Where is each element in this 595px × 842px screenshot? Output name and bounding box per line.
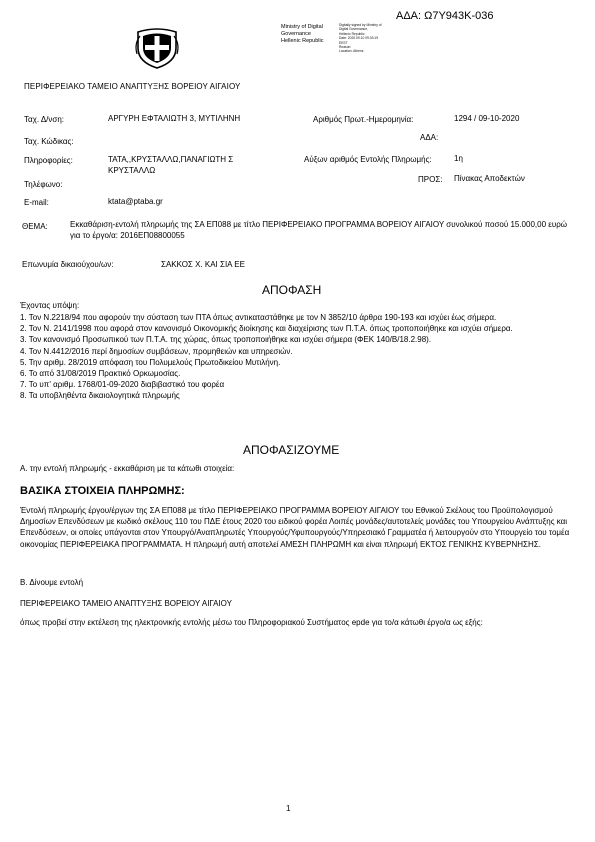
list-item: 1. Τον Ν.2218/94 που αφορούν την σύσταση των ΠΤΑ όπως αντικαταστάθηκε με τον Ν 3852/10 άρθρα 190-193 και ισχύει έως σήμερα.: [20, 313, 497, 322]
organization-line: ΠΕΡΙΦΕΡΕΙΑΚΟ ΤΑΜΕΙΟ ΑΝΑΠΤΥΞΗΣ ΒΟΡΕΙΟΥ ΑΙΓΑΙΟΥ: [20, 599, 232, 608]
ministry-line: Governance: [281, 30, 311, 37]
subject-text: Εκκαθάριση-εντολή πληρωμής της ΣΑ ΕΠ088 με τίτλο ΠΕΡΙΦΕΡΕΙΑΚΟ ΠΡΟΓΡΑΜΜΑ ΒΟΡΕΙΟΥ ΑΙΓΑΙΟΥ συνολικού ποσού 15.000,00 ευρώ για το έργο/α: 2016ΕΠ08800055: [70, 220, 567, 241]
ada-code: ΑΔΑ: Ω7Υ943Κ-036: [396, 10, 494, 22]
signature-line: Digital Governance,: [339, 27, 368, 32]
recipient-value: Πίνακας Αποδεκτών: [454, 174, 525, 183]
page-number: 1: [286, 804, 291, 813]
signature-line: Date: 2020.09.10 09:33:19: [339, 36, 379, 41]
decision-heading: ΑΠΟΦΑΣΗ: [262, 283, 322, 297]
protocol-label: Αριθμός Πρωτ.-Ημερομηνία:: [313, 115, 414, 124]
subject-label: ΘΕΜΑ:: [22, 222, 48, 231]
order-number-value: 1η: [454, 154, 463, 163]
signature-line: Digitally signed by Ministry of: [339, 23, 382, 27]
coat-of-arms-icon: [134, 24, 180, 70]
list-item: 7. Το υπ' αριθμ. 1768/01-09-2020 διαβιβαστικό του φορέα: [20, 380, 225, 390]
list-item: 6. Το από 31/08/2019 Πρακτικό Ορκωμοσίας.: [20, 369, 181, 379]
basic-details-heading: ΒΑΣΙΚΑ ΣΤΟΙΧΕΙΑ ΠΛΗΡΩΜΗΣ:: [20, 485, 185, 497]
beneficiary-label: Επωνυμία δικαιούχου/ων:: [22, 260, 114, 269]
decide-intro: Α. την εντολή πληρωμής - εκκαθάριση με τα κάτωθι στοιχεία:: [20, 464, 235, 473]
email-label: E-mail:: [24, 198, 49, 207]
list-item: 8. Τα υποβληθέντα δικαιολογητικά πληρωμής: [20, 391, 180, 401]
organization-title: ΠΕΡΙΦΕΡΕΙΑΚΟ ΤΑΜΕΙΟ ΑΝΑΠΤΥΞΗΣ ΒΟΡΕΙΟΥ ΑΙΓΑΙΟΥ: [24, 82, 241, 91]
signature-line: Location: Athens: [339, 49, 364, 54]
address-value: ΑΡΓΥΡΗ ΕΦΤΑΛΙΩΤΗ 3, ΜΥΤΙΛΗΝΗ: [108, 114, 241, 123]
signature-line: Reason:: [339, 45, 352, 50]
considerations-list: [20, 312, 580, 402]
beneficiary-value: ΣΑΚΚΟΣ Χ. ΚΑΙ ΣΙΑ ΕΕ: [161, 260, 245, 269]
order-line: Β. Δίνουμε εντολή: [20, 578, 84, 587]
signature-line: Hellenic Republic: [339, 31, 365, 36]
email-value: ktata@ptaba.gr: [108, 197, 163, 206]
final-text: όπως προβεί στην εκτέλεση της ηλεκτρονικής εντολής μέσω του Πληροφοριακού Συστήματος epde για το/α κάτωθι έργο/α ως εξής:: [20, 618, 483, 627]
decide-heading: ΑΠΟΦΑΣΙΖΟΥΜΕ: [243, 443, 340, 457]
ministry-line: Hellenic Republic: [281, 37, 324, 44]
basic-details-text: Έντολή πληρωμής έργου/έργων της ΣΑ ΕΠ088 με τίτλο ΠΕΡΙΦΕΡΕΙΑΚΟ ΠΡΟΓΡΑΜΜΑ ΒΟΡΕΙΟΥ ΑΙΓΑΙΟΥ του Εθνικού Σκέλους του Προϋπολογισμού Δημοσίων Επενδύσεων με κωδικό σκέλους 110 του ΠΔΕ έτους 2020 του ειδικού φορέα Λοιπές μονάδες/αυτοτελείς μονάδες του Υπουργείου Ανάπτυξης και Επενδύσεων, οι οποίες υπάγονται στον Υπουργό/Αναπληρωτές Υπουργούς/Υφυπουργούς/Υπηρεσιακό Γραμματέα ή λειτουργούν στο Υπουργείο του τομέα οικονομίας ΠΕΡΙΦΕΡΕΙΑΚΑ ΠΡΟΓΡΑΜΜΑΤΑ. Η πληρωμή αυτή αποτελεί ΑΜΕΣΗ ΠΛΗΡΩΜΗ και είναι πληρωμή ΕΚΤΟΣ ΓΕΝΙΚΗΣ ΚΥΒΕΡΝΗΣΗΣ.: [20, 506, 570, 549]
list-item: 4. Τον Ν.4412/2016 περί δημοσίων συμβάσεων, προμηθειών και υπηρεσιών.: [20, 346, 293, 356]
protocol-value: 1294 / 09-10-2020: [454, 114, 520, 123]
considering-label: Έχοντας υπόψη:: [20, 301, 80, 310]
list-item: 2. Τον Ν. 2141/1998 που αφορά στον κανονισμό Οικονομικής διοίκησης και διαχείρισης των Π.Τ.Α. όπως τροποποιήθηκε και ισχύει σήμερα.: [20, 324, 513, 334]
postcode-label: Ταχ. Κώδικας:: [24, 137, 74, 146]
info-value: ΤΑΤΑ,,ΚΡΥΣΤΑΛΛΩ,ΠΑΝΑΓΙΩΤΗ Σ ΚΡΥΣΤΑΛΛΩ: [108, 155, 234, 175]
ministry-line: Ministry of Digital: [281, 24, 323, 30]
ada-label: ΑΔΑ:: [420, 133, 439, 142]
ministry-block: [281, 24, 324, 44]
list-item: 5. Την αριθμ. 28/2019 απόφαση του Πολυμελούς Πρωτοδικείου Μυτιλήνη.: [20, 357, 281, 367]
order-number-label: Αύξων αριθμός Εντολής Πληρωμής:: [304, 155, 432, 164]
digital-signature-block: [339, 23, 382, 54]
address-label: Ταχ. Δ/νση:: [24, 115, 65, 124]
recipient-label: ΠΡΟΣ:: [418, 175, 443, 184]
list-item: 3. Τον κανονισμό Προσωπικού των Π.Τ.Α. της χώρας, όπως τροποποιήθηκε και ισχύει σήμερα (ΦΕΚ 140/Β/18.2.98).: [20, 335, 432, 345]
signature-line: EEST: [339, 40, 348, 45]
phone-label: Τηλέφωνο:: [24, 180, 63, 189]
info-label: Πληροφορίες:: [24, 156, 73, 165]
